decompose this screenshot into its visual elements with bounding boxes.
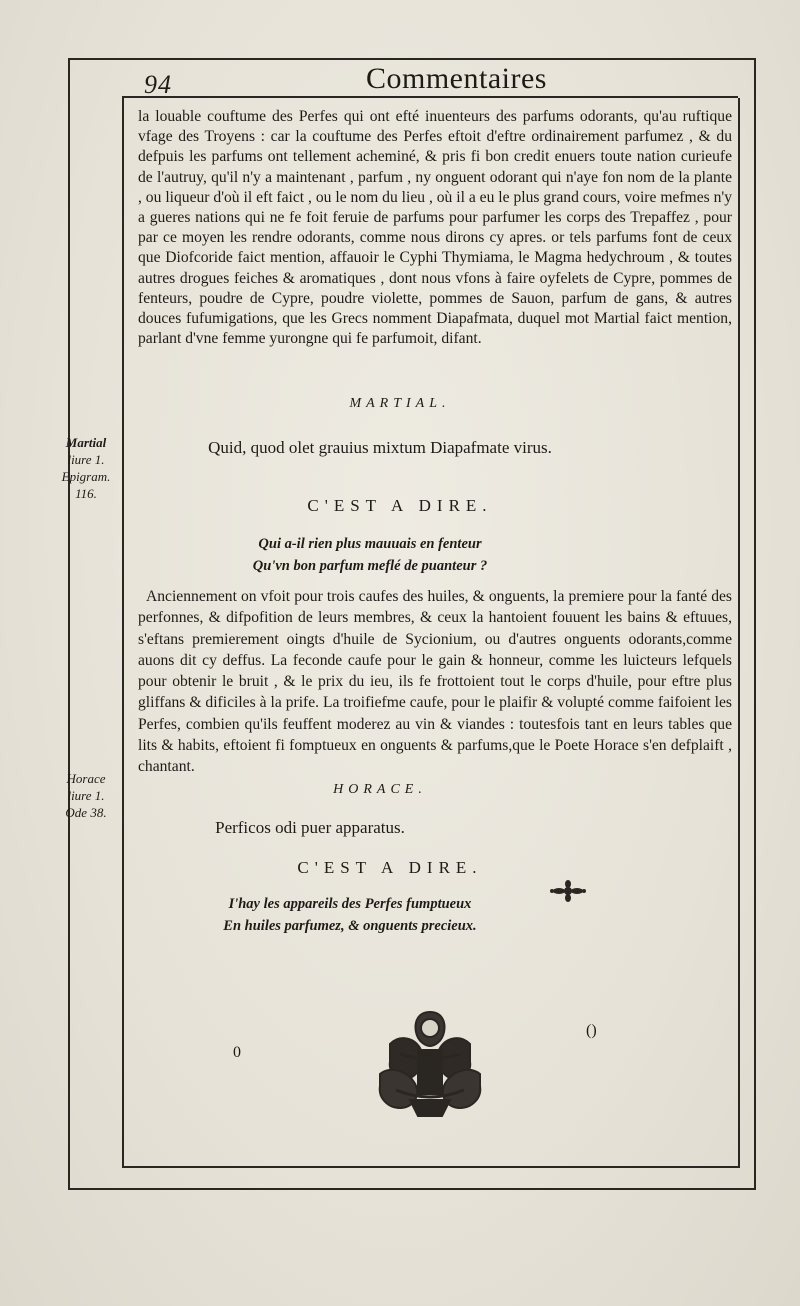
margin-note-line: 116. (75, 486, 97, 501)
margin-note-line: Ode 38. (65, 805, 107, 820)
quote-heading-horace: HORACE. (333, 782, 427, 797)
margin-note-line: liure 1. (67, 452, 105, 467)
margin-note-line: Epigram. (61, 469, 111, 484)
running-head: Commentaires (366, 62, 547, 95)
french-verse-4: En huiles parfumez, & onguents precieux. (223, 918, 477, 934)
french-verse-1: Qui a-il rien plus mauuais en fenteur (258, 536, 482, 552)
quote-heading-martial: MARTIAL. (349, 396, 451, 411)
bottom-mark-left: 0 (233, 1044, 241, 1061)
margin-note-line: Horace (66, 771, 106, 786)
latin-verse-horace: Perficos odi puer apparatus. (215, 818, 405, 837)
latin-verse-martial: Quid, quod olet grauius mixtum Diapafmate virus. (208, 438, 552, 457)
paragraph-2: Anciennement on vfoit pour trois caufes des huiles, & onguents, la premiere pour la fanté des perfonnes, & difpofition de leurs membres, & ceux la hantoient fouuent les bains & eftuues, s'eftans premierement oingts d'huile de Sycionium, ou d'autres onguents odorants,comme auons dit cy deffus. La feconde caufe pour le gain & honneur, comme les luicteurs lefquels pour obtenir le bruit , & le prix du ieu, ils fe frottoient tout le corps d'huile, pour eftre plus gliffans & dificiles à la prife. La troifiefme caufe, pour le plaifir & volupté comme faifoient les Perfes, combien qu'ils feuffent moderez au vin & viandes : toutesfois tant en leurs tables que lits & habits, eftoient fi fomptueux en onguents & parfums,que le Poete Horace s'en defplaift , chantant. (138, 588, 732, 776)
tailpiece-ornament-icon (370, 1004, 490, 1120)
margin-note-line: Martial (65, 435, 107, 450)
bottom-mark-right: () (586, 1022, 597, 1039)
french-verse-2: Qu'vn bon parfum meflé de puanteur ? (252, 558, 488, 574)
cest-a-dire-1: C'EST A DIRE. (307, 496, 493, 515)
paragraph-1: la louable couftume des Perfes qui ont efté inuenteurs des parfums odorants, qu'au ruftique vfage des Troyens : car la couftume des Perfes eftoit d'eftre ordinairement parfumez , & du defpuis les parfums ont tellement acheminé, & pris fi bon credit enuers toute nation curieufe de l'autruy, qu'il n'y a maintenant , parfum , ny onguent odorant qui n'aye fon nom de la plante , ou liqueur d'où il eft faict , ou le nom du lieu , où il a eu le plus grand cours, voire mefmes n'y a gueres nations qui ne fe foit feruie de parfums pour parfumer les corps des Trepaffez , pour par ce moyen les rendre odorants, comme nous dirons cy apres. or tels parfums font de ceux que Diofcoride faict mention, affauoir le Cyphi Thymiama, le Magma hedychroum , & toutes autres drogues feiches & aromatiques , dont nous vfons à faire oyfelets de Cypre, pommes de fenteurs, poudre de Cypre, poudre violette, pommes de Sauon, parfum de gans, & autres douces fufumigations, que les Grecs nomment Diapafmata, duquel mot Martial faict mention, parlant d'vne femme yurongne qui fe parfumoit, difant. (138, 108, 732, 348)
flower-ornament-icon (548, 880, 588, 902)
french-verse-3: I'hay les appareils des Perfes fumptueux (228, 896, 472, 912)
margin-note-line: liure 1. (67, 788, 105, 803)
cest-a-dire-2: C'EST A DIRE. (297, 858, 483, 877)
page-number: 94 (144, 70, 172, 99)
